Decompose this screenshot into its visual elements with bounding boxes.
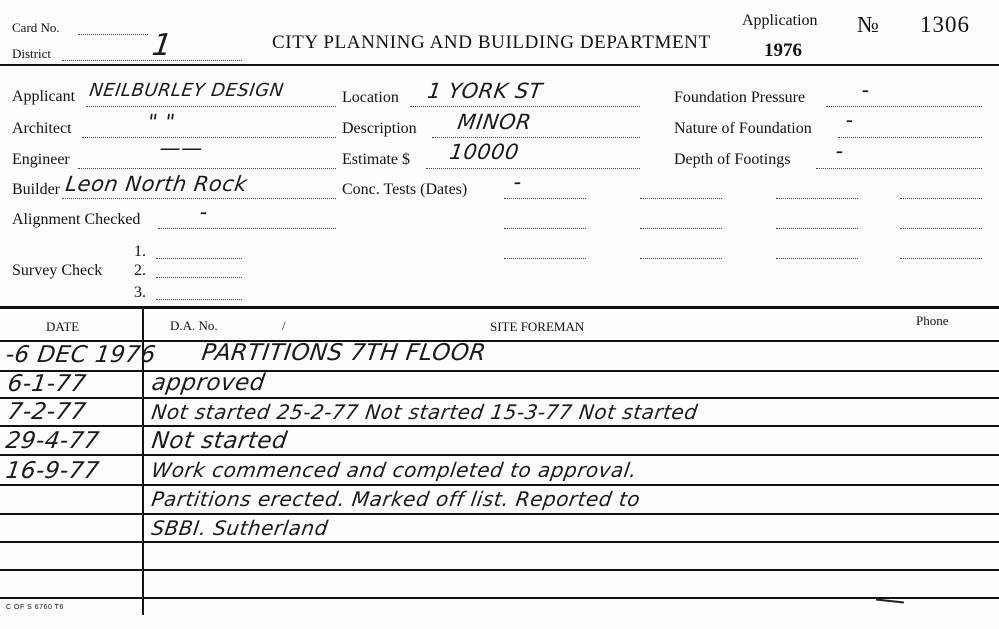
log-date-2: 6-1-77 [6,371,88,397]
log-date-5: 16-9-77 [4,458,101,484]
architect-label: Architect [12,120,72,137]
date-header: DATE [46,319,80,334]
number-symbol: № [857,12,880,37]
description-value: MINOR [456,110,534,134]
description-label: Description [342,120,417,137]
district-label: District [12,46,51,61]
department-title: CITY PLANNING AND BUILDING DEPARTMENT [272,32,711,53]
form-code: C OF S 6760 T6 [6,604,64,611]
builder-label: Builder [12,181,60,198]
application-number: 1306 [920,12,970,37]
survey-item-3: 3. [134,284,146,301]
log-text-5: Work commenced and completed to approval. [150,458,639,482]
log-text-4: Not started [150,428,290,454]
log-date-1: -6 DEC 1976 [4,342,158,368]
survey-check-label: Survey Check [12,262,103,279]
depth-of-footings-value: - [834,139,846,163]
phone-header: Phone [916,313,949,328]
nature-of-foundation-label: Nature of Foundation [674,120,812,137]
log-text-2: approved [150,370,267,396]
alignment-value: - [198,200,210,224]
location-value: 1 YORK ST [426,79,545,103]
estimate-label: Estimate $ [342,151,410,168]
header-divider [0,64,999,66]
conc-tests-value: - [512,170,524,194]
log-text-3: Not started 25-2-77 Not started 15-3-77 Not started [150,400,700,424]
log-date-4: 29-4-77 [4,428,101,454]
conc-tests-label: Conc. Tests (Dates) [342,181,468,198]
foundation-pressure-label: Foundation Pressure [674,89,806,106]
log-text-7: SBBI. Sutherland [150,516,330,540]
engineer-label: Engineer [12,151,70,168]
site-foreman-header: SITE FOREMAN [490,319,585,334]
pen-mark [876,599,904,603]
engineer-value: —— [158,136,205,160]
application-year: 1976 [764,40,802,61]
log-text-1: PARTITIONS 7TH FLOOR [200,340,488,366]
log-text-6: Partitions erected. Marked off list. Reported to [150,487,642,511]
application-label: Application [742,12,818,29]
card-no-label: Card No. [12,20,60,35]
alignment-label: Alignment Checked [12,211,141,228]
applicant-value: NEILBURLEY DESIGN [88,80,286,101]
survey-item-2: 2. [134,262,146,279]
log-top-border [0,306,999,309]
applicant-label: Applicant [12,88,76,105]
survey-item-1: 1. [134,243,146,260]
foundation-pressure-value: - [860,78,872,102]
location-label: Location [342,89,399,106]
card-no-line [78,34,148,35]
builder-value: Leon North Rock [64,172,249,196]
district-value: 1 [150,28,175,63]
da-no-header: D.A. No. [170,318,218,333]
da-slash: / [282,318,286,333]
estimate-value: 10000 [448,140,521,164]
architect-value: " " [146,110,177,134]
depth-of-footings-label: Depth of Footings [674,151,791,168]
log-date-3: 7-2-77 [6,399,88,425]
nature-of-foundation-value: - [844,108,856,132]
